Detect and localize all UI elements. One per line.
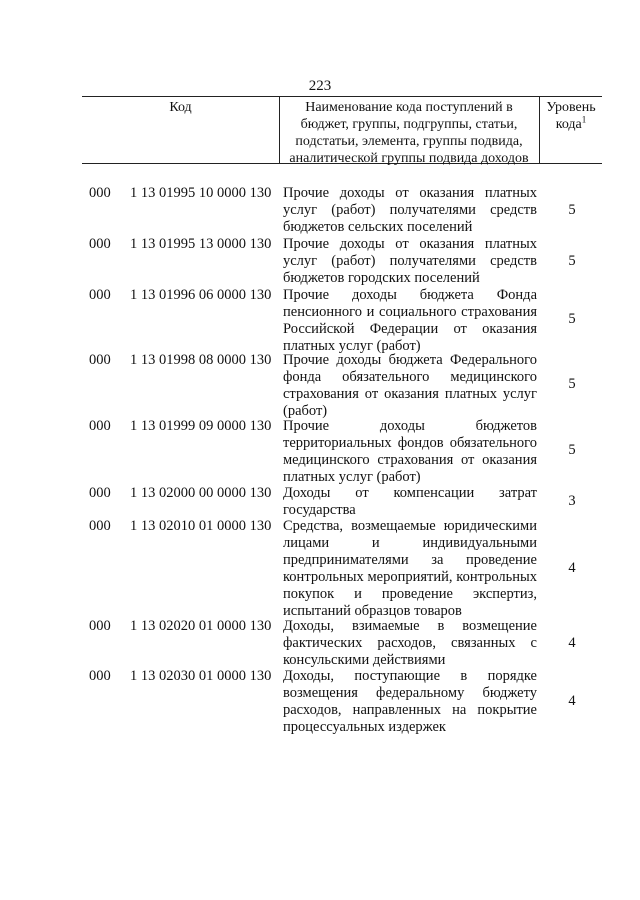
income-code: 1 13 02030 01 0000 130 [130,668,272,684]
header-code: Код [169,100,192,115]
income-name: Средства, возмещаемые юридическими лицами и индивидуальными предпринимателями за проведение контрольных мероприятий, контрольных покупок и проведение экспертиз, испытаний образцов товаров [283,518,537,619]
income-code: 1 13 01995 10 0000 130 [130,185,272,201]
header-level [540,99,602,133]
page-number: 223 [308,78,332,94]
header-level-footnote: 1 [581,114,587,125]
code-level: 4 [568,693,576,709]
code-level: 5 [568,442,576,458]
income-name: Прочие доходы бюджета Фонда пенсионного и социального страхования Российской Федерации от оказания платных услуг (работ) [283,287,537,354]
admin-code: 000 [89,287,111,303]
admin-code: 000 [89,485,111,501]
code-level: 5 [568,311,576,327]
code-level: 5 [568,376,576,392]
code-level: 3 [568,493,576,509]
code-level: 5 [568,253,576,269]
admin-code: 000 [89,236,111,252]
income-name: Прочие доходы бюджета Федерального фонда обязательного медицинского страхования от оказания платных услуг (работ) [283,352,537,419]
header-level-label: Уровень кода [546,100,596,132]
header-name: Наименование кода поступлений в бюджет, группы, подгруппы, статьи, подстатьи, элемента, группы подвида, аналитической группы подвида доходов [289,100,529,166]
income-code: 1 13 01998 08 0000 130 [130,352,272,368]
admin-code: 000 [89,418,111,434]
table-header [82,96,602,164]
income-code: 1 13 02020 01 0000 130 [130,618,272,634]
income-name: Прочие доходы от оказания платных услуг (работ) получателями средств бюджетов городских поселений [283,236,537,286]
code-level: 4 [568,635,576,651]
income-name: Доходы, взимаемые в возмещение фактических расходов, связанных с консульскими действиями [283,618,537,668]
income-code: 1 13 02010 01 0000 130 [130,518,272,534]
income-code: 1 13 01996 06 0000 130 [130,287,272,303]
code-level: 5 [568,202,576,218]
income-name: Прочие доходы от оказания платных услуг (работ) получателями средств бюджетов сельских поселений [283,185,537,235]
admin-code: 000 [89,352,111,368]
income-code: 1 13 02000 00 0000 130 [130,485,272,501]
income-code: 1 13 01999 09 0000 130 [130,418,272,434]
admin-code: 000 [89,668,111,684]
income-name: Доходы, поступающие в порядке возмещения федеральному бюджету расходов, направленных на покрытие процессуальных издержек [283,668,537,735]
income-code: 1 13 01995 13 0000 130 [130,236,272,252]
admin-code: 000 [89,185,111,201]
admin-code: 000 [89,518,111,534]
code-level: 4 [568,560,576,576]
admin-code: 000 [89,618,111,634]
income-name: Доходы от компенсации затрат государства [283,485,537,518]
income-name: Прочие доходы бюджетов территориальных фондов обязательного медицинского страхования от оказания платных услуг (работ) [283,418,537,485]
